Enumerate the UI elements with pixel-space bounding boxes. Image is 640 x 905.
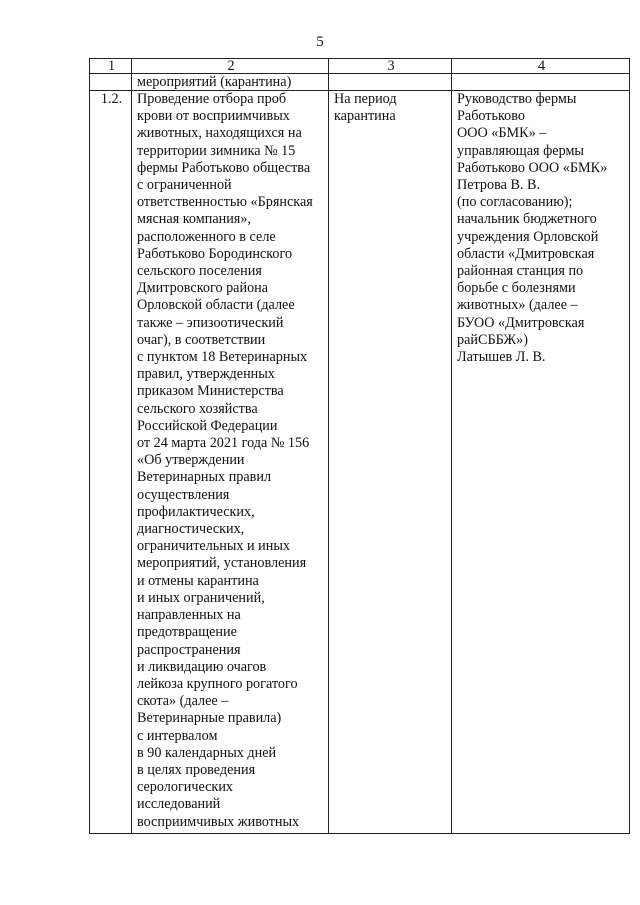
- text-line: Латышев Л. В.: [457, 349, 546, 366]
- text-line: БУОО «Дмитровская: [457, 314, 585, 331]
- continuation-row: [90, 74, 630, 91]
- text-line: Работьково: [457, 108, 525, 125]
- text-line: восприимчивых животных: [137, 813, 300, 830]
- text-line: животных» (далее –: [457, 297, 578, 314]
- text-line: распространения: [137, 641, 241, 658]
- responsible-cell: [452, 91, 630, 834]
- measures-table: [89, 58, 630, 834]
- continuation-cell-3: [329, 74, 452, 91]
- text-line: учреждения Орловской: [457, 228, 599, 245]
- text-line: очаг), в соответствии: [137, 331, 266, 348]
- text-line: Петрова В. В.: [457, 177, 541, 194]
- text-line: На период: [334, 91, 397, 107]
- text-line: также – эпизоотический: [137, 314, 284, 331]
- text-line: ограничительных и иных: [137, 538, 290, 555]
- text-line: с интервалом: [137, 727, 218, 744]
- text-line: Работьково Бородинского: [137, 245, 293, 262]
- text-line: Руководство фермы: [457, 91, 577, 107]
- text-line: Ветеринарных правил: [137, 469, 272, 486]
- text-line: и отмены карантина: [137, 572, 259, 589]
- text-line: с ограниченной: [137, 177, 232, 194]
- text-line: начальник бюджетного: [457, 211, 597, 228]
- text-line: Ветеринарные правила): [137, 710, 282, 727]
- text-line: предотвращение: [137, 624, 237, 641]
- text-line: райСББЖ»): [457, 331, 528, 348]
- text-line: в целях проведения: [137, 761, 256, 778]
- continuation-cell-4: [452, 74, 630, 91]
- period-cell: [329, 91, 452, 834]
- text-line: и иных ограничений,: [137, 589, 265, 606]
- text-line: карантина: [334, 108, 396, 125]
- text-line: (по согласованию);: [457, 194, 573, 211]
- text-line: исследований: [137, 796, 221, 813]
- text-line: профилактических,: [137, 503, 255, 520]
- text-line: мясная компания»,: [137, 211, 251, 228]
- text-line: и ликвидацию очагов: [137, 658, 267, 675]
- text-line: Дмитровского района: [137, 280, 269, 297]
- text-line: «Об утверждении: [137, 452, 245, 469]
- text-line: ответственностью «Брянская: [137, 194, 313, 211]
- text-line: осуществления: [137, 486, 230, 503]
- text-line: сельского хозяйства: [137, 400, 258, 417]
- text-line: фермы Работьково общества: [137, 159, 311, 176]
- text-line: скота» (далее –: [137, 693, 229, 710]
- text-line: ООО «БМК» –: [457, 125, 547, 142]
- text-line: от 24 марта 2021 года № 156: [137, 435, 310, 452]
- text-line: Проведение отбора проб: [137, 91, 287, 107]
- header-cell-3: 3: [329, 59, 452, 74]
- text-line: направленных на: [137, 607, 241, 624]
- text-line: борьбе с болезнями: [457, 280, 576, 297]
- header-cell-1: 1: [90, 59, 132, 74]
- table-header-row: [90, 59, 630, 74]
- text-line: в 90 календарных дней: [137, 744, 277, 761]
- text-line: животных, находящихся на: [137, 125, 302, 142]
- header-cell-4: 4: [452, 59, 630, 74]
- text-line: Орловской области (далее: [137, 297, 295, 314]
- text-line: районная станция по: [457, 263, 584, 280]
- text-line: серологических: [137, 779, 234, 796]
- text-line: диагностических,: [137, 521, 245, 538]
- text-line: расположенного в селе: [137, 228, 276, 245]
- text-line: с пунктом 18 Ветеринарных: [137, 349, 308, 366]
- continuation-cell-2: мероприятий (карантина): [132, 74, 329, 91]
- text-line: приказом Министерства: [137, 383, 284, 400]
- text-line: территории зимника № 15: [137, 142, 296, 159]
- text-line: крови от восприимчивых: [137, 108, 290, 125]
- text-line: лейкоза крупного рогатого: [137, 675, 298, 692]
- text-line: мероприятий, установления: [137, 555, 307, 572]
- description-cell: [132, 91, 329, 834]
- row-number-cell: 1.2.: [90, 91, 132, 834]
- text-line: управляющая фермы: [457, 142, 584, 159]
- table-row: [90, 91, 630, 834]
- text-line: Российской Федерации: [137, 417, 278, 434]
- header-cell-2: 2: [132, 59, 329, 74]
- page-number: 5: [316, 34, 324, 50]
- text-line: Работьково ООО «БМК»: [457, 159, 608, 176]
- text-line: сельского поселения: [137, 263, 262, 280]
- continuation-cell-1: [90, 74, 132, 91]
- text-line: области «Дмитровская: [457, 245, 595, 262]
- text-line: правил, утвержденных: [137, 366, 275, 383]
